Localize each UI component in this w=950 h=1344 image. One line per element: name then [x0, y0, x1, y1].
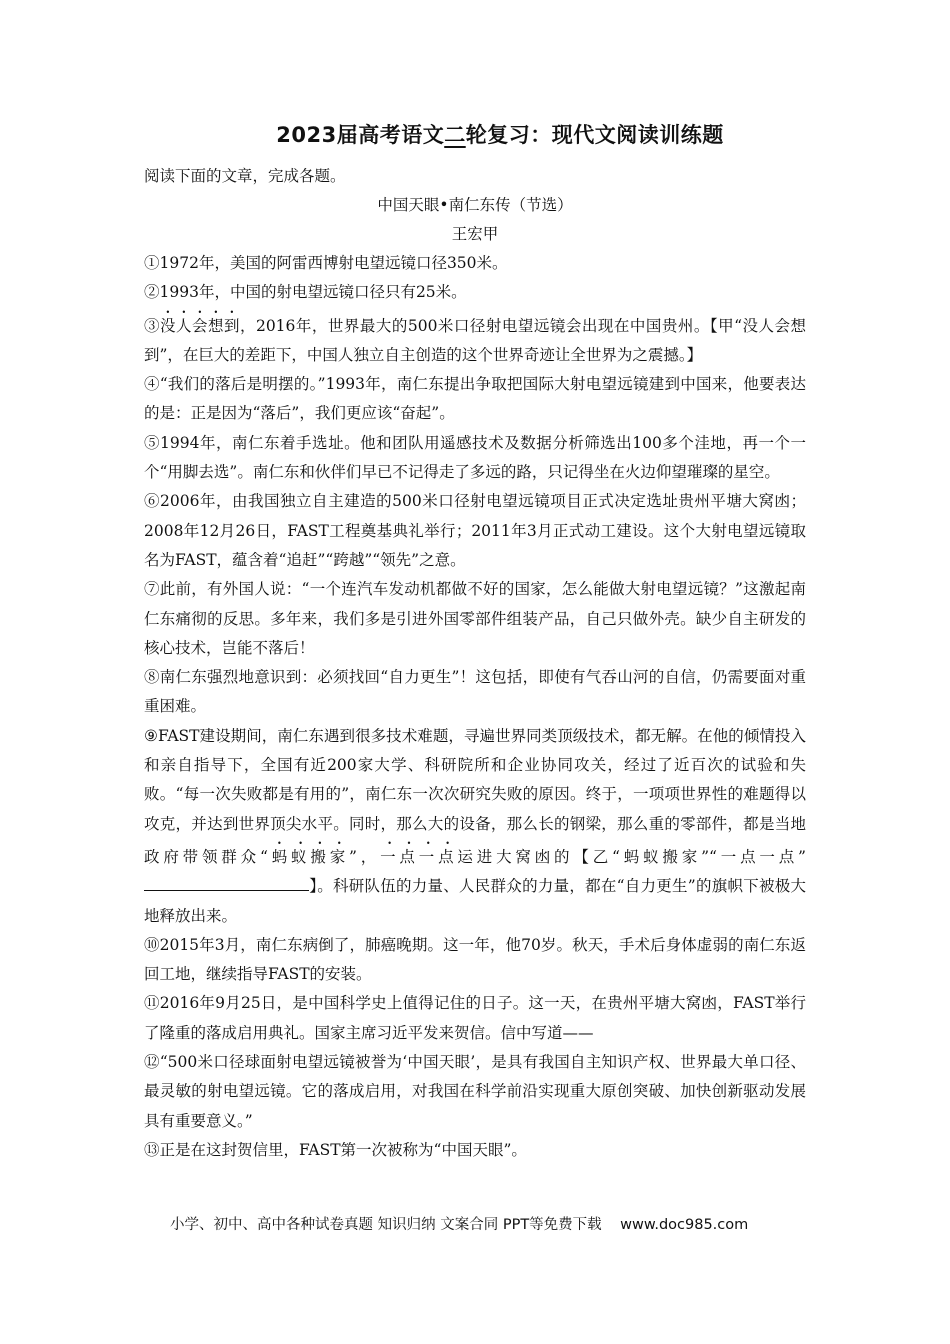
paragraph-12: ⑫“500米口径球面射电望远镜被誉为‘中国天眼’，是具有我国自主知识产权、世界最大单口径、最灵敏的射电望远镜。它的落成启用，对我国在科学前沿实现重大原创突破、加快创新驱动发展具有重要意义。” [144, 1053, 806, 1130]
paragraph-text: 】。科研队伍的力量、人民群众的力量，都在“自力更生”的旗帜下被极大地释放出来。 [144, 877, 806, 925]
paragraph-text: ”， [349, 847, 381, 866]
paragraph-5: ⑤1994年，南仁东着手选址。他和团队用遥感技术及数据分析筛选出100多个洼地，再一个一个“用脚去选”。南仁东和伙伴们早已不记得走了多远的路，只记得坐在火边仰望璀璨的星空。 [144, 433, 806, 482]
paragraph-number: ③ [144, 316, 160, 335]
paragraph-11: ⑪2016年9月25日，是中国科学史上值得记住的日子。这一天，在贵州平塘大窝凼，FAST举行了隆重的落成启用典礼。国家主席习近平发来贺信。信中写道—— [144, 994, 806, 1042]
paragraph-13: ⑬正是在这封贺信里，FAST第一次被称为“中国天眼”。 [144, 1140, 527, 1159]
paragraph-6: ⑥2006年，由我国独立自主建造的500米口径射电望远镜项目正式决定选址贵州平塘大窝凼；2008年12月26日，FAST工程奠基典礼举行；2011年3月正式动工建设。这个大射电望远镜取名为FAST，蕴含着“追赶”“跨越”“领先”之意。 [144, 492, 806, 569]
paragraph-text: ，2016年，世界最大的500米口径射电望远镜会出现在中国贵州。【甲“没人会想到”，在巨大的差距下，中国人独立自主创造的这个世界奇迹让全世界为之震撼。】 [144, 316, 806, 364]
article-author: 王宏甲 [451, 225, 499, 243]
page-footer: 小学、初中、高中各种试卷真题 知识归纳 文案合同 PPT等免费下载 www.doc985.com [170, 1217, 749, 1233]
answer-blank [144, 874, 309, 891]
paragraph-3 [144, 308, 806, 371]
emphasized-text: 蚂蚁搬家 [267, 847, 350, 866]
paragraph-2: ②1993年，中国的射电望远镜口径只有25米。 [144, 283, 467, 302]
paragraph-1: ①1972年，美国的阿雷西博射电望远镜口径350米。 [144, 254, 508, 272]
article-title: 中国天眼•南仁东传（节选） [377, 196, 573, 214]
emphasized-text: 没人会想到 [160, 316, 240, 335]
title-part: 轮复习：现代文阅读训练题 [465, 123, 724, 147]
paragraph-text: ⑨FAST建设期间，南仁东遇到很多技术难题，寻遍世界同类顶级技术，都无解。在他的倾情投入和亲自指导下，全国有近200家大学、科研院所和企业协同攻关，经过了近百次的试验和失败。“每一次失败都是有用的”，南仁东一次次研究失败的原因。终于，一项项世界性的难题得以攻克，并达到世界顶尖水平。同时，那么大的设备，那么长的钢梁，那么重的零部件，都是当地政府带领群众“ [144, 726, 806, 866]
paragraph-8: ⑧南仁东强烈地意识到：必须找回“自力更生”！这包括，即使有气吞山河的自信，仍需要面对重重困难。 [144, 668, 806, 716]
paragraph-9 [144, 722, 806, 931]
paragraph-10: ⑩2015年3月，南仁东病倒了，肺癌晚期。这一年，他70岁。秋天，手术后身体虚弱的南仁东返回工地，继续指导FAST的安装。 [144, 935, 806, 984]
emphasized-text: 一点一点 [380, 847, 458, 866]
article-body [144, 249, 806, 1165]
instruction-text: 阅读下面的文章，完成各题。 [144, 167, 346, 185]
paragraph-7: ⑦此前，有外国人说：“一个连汽车发动机都做不好的国家，怎么能做大射电望远镜？”这激起南仁东痛彻的反思。多年来，我们多是引进外国零部件组装产品，自己只做外壳。缺少自主研发的核心技术，岂能不落后！ [144, 580, 806, 657]
paragraph-4: ④“我们的落后是明摆的。”1993年，南仁东提出争取把国际大射电望远镜建到中国来，他要表达的是：正是因为“落后”，我们更应该“奋起”。 [144, 375, 806, 423]
title-part: 2023届高考语文 [276, 123, 445, 147]
page-title [0, 119, 950, 149]
title-underlined-part: 二 [444, 123, 466, 147]
paragraph-text: 运进大窝凼的【乙“蚂蚁搬家”“一点一点” [457, 847, 806, 866]
